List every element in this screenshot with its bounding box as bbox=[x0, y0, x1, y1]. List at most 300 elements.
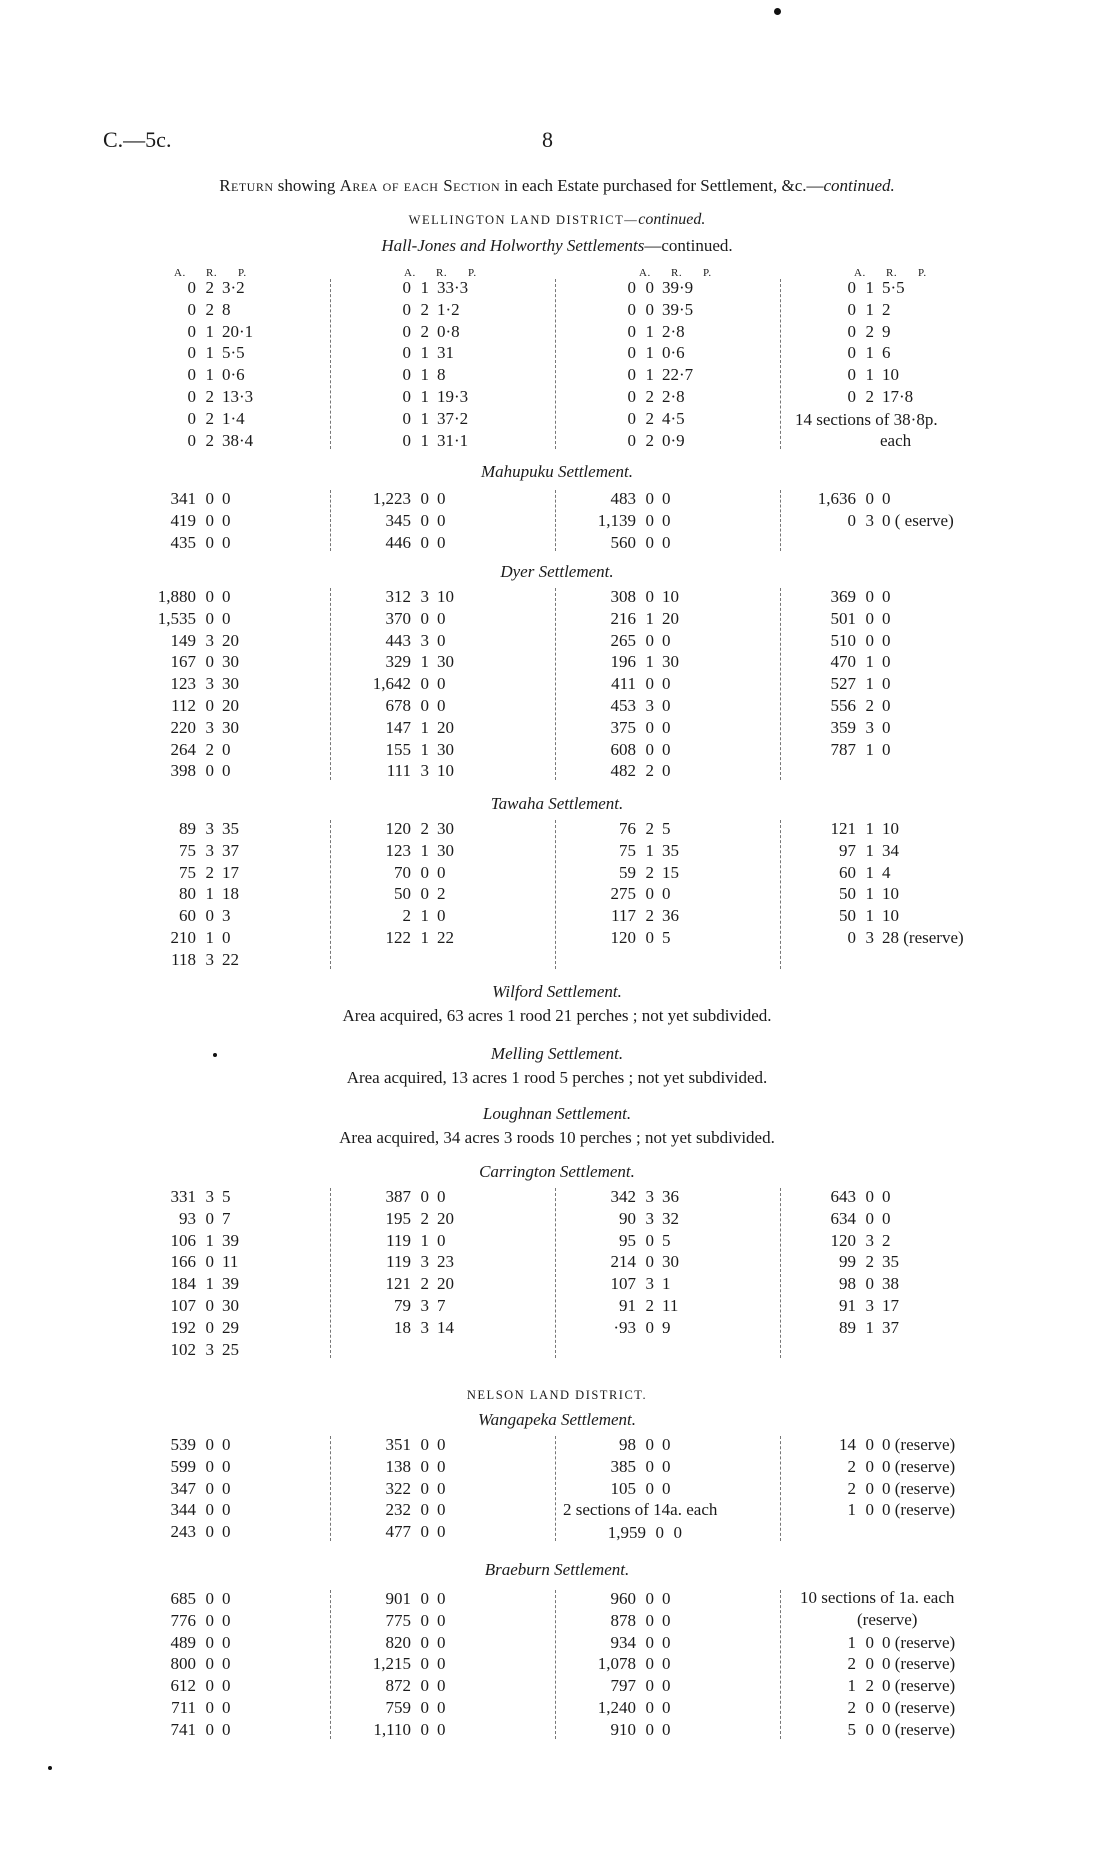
title-showing: showing bbox=[273, 176, 340, 195]
perches-cell: 0 bbox=[222, 489, 231, 508]
roods-cell: 1 bbox=[420, 927, 429, 947]
acres-cell: 1,535 bbox=[157, 608, 196, 628]
perches-cell: 5 bbox=[222, 1187, 231, 1206]
acres-cell: 482 bbox=[610, 761, 636, 781]
acres-cell: 118 bbox=[171, 949, 196, 969]
perches-cell: 10 bbox=[437, 761, 454, 781]
acres-cell: 89 bbox=[839, 1317, 856, 1337]
perches-cell: 0·6 bbox=[222, 365, 245, 385]
melling-note: Area acquired, 13 acres 1 rood 5 perches ; not yet subdivided. bbox=[346, 1068, 768, 1087]
roods-cell: 2 bbox=[205, 278, 214, 297]
acres-cell: 0 bbox=[402, 386, 411, 406]
perches-cell: 0 bbox=[662, 1456, 671, 1476]
perches-cell: 0 bbox=[222, 1654, 231, 1674]
roods-cell: 2 bbox=[205, 430, 214, 450]
acres-cell: 149 bbox=[170, 630, 196, 650]
roods-cell: 0 bbox=[420, 1632, 429, 1652]
acres-cell: 121 bbox=[830, 819, 856, 838]
acres-cell: 411 bbox=[611, 674, 636, 694]
roods-cell: 1 bbox=[420, 278, 429, 297]
acres-cell: 50 bbox=[839, 906, 856, 926]
roods-cell: 2 bbox=[865, 1676, 874, 1696]
roods-cell: 0 bbox=[645, 739, 654, 759]
acres-cell: 1,240 bbox=[597, 1697, 636, 1717]
roods-cell: 0 bbox=[205, 1295, 214, 1315]
acres-cell: 232 bbox=[385, 1500, 411, 1520]
acres-cell: 80 bbox=[179, 884, 196, 904]
roods-cell: 2 bbox=[420, 321, 429, 341]
perches-cell: 0 bbox=[437, 1610, 446, 1630]
acres-cell: 90 bbox=[619, 1208, 636, 1228]
roods-cell: 1 bbox=[420, 652, 429, 672]
perches-cell: 35 bbox=[662, 840, 679, 860]
acres-cell: 344 bbox=[170, 1500, 196, 1520]
acres-cell: 155 bbox=[385, 739, 411, 759]
acres-cell: 375 bbox=[610, 717, 636, 737]
perches-cell: 0 bbox=[222, 510, 231, 530]
perches-cell: 0 ( eserve) bbox=[882, 510, 954, 530]
perches-cell: 30 bbox=[437, 739, 454, 759]
braeburn-heading: Braeburn Settlement. bbox=[484, 1560, 630, 1579]
title-lead: Return bbox=[219, 176, 274, 195]
roods-cell: 0 bbox=[420, 1654, 429, 1674]
roods-cell: 0 bbox=[205, 1610, 214, 1630]
perches-cell: 39·5 bbox=[662, 299, 694, 319]
hall-jones-column-divider bbox=[555, 279, 556, 449]
perches-cell: 36 bbox=[662, 906, 679, 926]
roods-cell: 3 bbox=[645, 1208, 654, 1228]
roods-cell: 1 bbox=[420, 343, 429, 363]
roods-cell: 2 bbox=[205, 299, 214, 319]
acres-cell: 934 bbox=[610, 1632, 636, 1652]
hall-jones-column-divider bbox=[780, 279, 781, 449]
wellington-district-label: WELLINGTON LAND DISTRICT— bbox=[408, 213, 639, 227]
mahupuku-column-divider bbox=[780, 490, 781, 551]
roods-cell: 1 bbox=[205, 365, 214, 385]
perches-cell: 1 bbox=[662, 1274, 671, 1294]
mahupuku-column-divider bbox=[555, 490, 556, 551]
acres-cell: 123 bbox=[170, 674, 196, 694]
perches-cell: 0 bbox=[882, 739, 891, 759]
perches-cell: 0 bbox=[662, 532, 671, 552]
roods-cell: 2 bbox=[645, 862, 654, 882]
acres-cell: 167 bbox=[170, 652, 196, 672]
roods-cell: 0 bbox=[865, 1435, 874, 1454]
roods-cell: 3 bbox=[205, 1187, 214, 1206]
perches-cell: 2·8 bbox=[662, 386, 685, 406]
roods-cell: 0 bbox=[420, 532, 429, 552]
acres-cell: 1,139 bbox=[597, 510, 636, 530]
roods-cell: 0 bbox=[205, 652, 214, 672]
perches-cell: 0 bbox=[222, 1456, 231, 1476]
roods-cell: 0 bbox=[645, 489, 654, 508]
roods-cell: 1 bbox=[205, 884, 214, 904]
wellington-district-heading bbox=[0, 211, 1114, 229]
roods-cell: 0 bbox=[205, 489, 214, 508]
acres-cell: 0 bbox=[847, 299, 856, 319]
acres-cell: 98 bbox=[619, 1435, 636, 1454]
roods-cell: 1 bbox=[865, 1317, 874, 1337]
perches-cell: 32 bbox=[662, 1208, 679, 1228]
perches-cell: 0 bbox=[437, 1478, 446, 1498]
tawaha-column-divider bbox=[780, 820, 781, 969]
perches-cell: 38·4 bbox=[222, 430, 254, 450]
perches-cell: 30 bbox=[222, 652, 239, 672]
roods-cell: 2 bbox=[865, 1252, 874, 1272]
perches-cell: 0 bbox=[437, 1654, 446, 1674]
acres-cell: 102 bbox=[170, 1339, 196, 1359]
perches-cell: 10 bbox=[882, 906, 899, 926]
perches-cell: 0 bbox=[662, 1589, 671, 1608]
roods-cell: 0 bbox=[420, 1610, 429, 1630]
roods-cell: 2 bbox=[205, 386, 214, 406]
acres-cell: 184 bbox=[170, 1274, 196, 1294]
perches-cell: 0 (reserve) bbox=[882, 1435, 956, 1454]
acres-cell: 1,636 bbox=[817, 489, 856, 508]
dyer-column-divider bbox=[555, 588, 556, 780]
acres-cell: 75 bbox=[179, 862, 196, 882]
acres-cell: 0 bbox=[402, 321, 411, 341]
hall-jones-column-divider bbox=[330, 279, 331, 449]
acres-cell: 1,215 bbox=[372, 1654, 411, 1674]
acres-cell: 75 bbox=[619, 840, 636, 860]
perches-cell: 0 bbox=[437, 1522, 446, 1542]
acres-cell: 501 bbox=[830, 608, 856, 628]
acres-cell: 341 bbox=[170, 489, 196, 508]
roods-cell: 0 bbox=[865, 587, 874, 606]
acres-cell: 0 bbox=[627, 408, 636, 428]
roods-cell: 0 bbox=[645, 927, 654, 947]
acres-cell: 121 bbox=[385, 1274, 411, 1294]
roods-cell: 0 bbox=[865, 1208, 874, 1228]
roods-cell: 3 bbox=[420, 587, 429, 606]
roods-cell: 1 bbox=[420, 430, 429, 450]
acres-cell: 119 bbox=[386, 1252, 411, 1272]
perches-cell: 0 bbox=[882, 587, 891, 606]
perches-cell: 1·2 bbox=[437, 299, 460, 319]
perches-cell: 30 bbox=[437, 819, 454, 838]
roods-cell: 2 bbox=[420, 1274, 429, 1294]
perches-cell: 7 bbox=[437, 1295, 446, 1315]
acres-cell: 0 bbox=[187, 343, 196, 363]
roods-cell: 2 bbox=[205, 739, 214, 759]
title-rest: in each Estate purchased for Settlement, &c.— bbox=[500, 176, 824, 195]
roods-cell: 2 bbox=[645, 906, 654, 926]
acres-cell: 2 bbox=[847, 1456, 856, 1476]
roods-cell: 0 bbox=[645, 1589, 654, 1608]
title-continued: continued. bbox=[823, 176, 895, 195]
roods-cell: 0 bbox=[205, 1654, 214, 1674]
acres-cell: 369 bbox=[830, 587, 856, 606]
acres-cell: 634 bbox=[830, 1208, 856, 1228]
roods-cell: 1 bbox=[645, 840, 654, 860]
acres-cell: 112 bbox=[171, 695, 196, 715]
perches-cell: 0 bbox=[662, 1478, 671, 1498]
perches-cell: 5·5 bbox=[882, 278, 905, 297]
perches-cell: 2 bbox=[882, 299, 891, 319]
acres-cell: 107 bbox=[610, 1274, 636, 1294]
perches-cell: 0 bbox=[437, 1456, 446, 1476]
acres-cell: 527 bbox=[830, 674, 856, 694]
acres-cell: 960 bbox=[610, 1589, 636, 1608]
acres-cell: 322 bbox=[385, 1478, 411, 1498]
roods-cell: 0 bbox=[205, 1208, 214, 1228]
roods-cell: 0 bbox=[420, 510, 429, 530]
acres-cell: 345 bbox=[385, 510, 411, 530]
roods-cell: 2 bbox=[645, 386, 654, 406]
perches-cell: 2 bbox=[882, 1230, 891, 1250]
perches-cell: 30 bbox=[662, 1252, 679, 1272]
carrington-heading: Carrington Settlement. bbox=[479, 1162, 635, 1181]
perches-cell: 7 bbox=[222, 1208, 231, 1228]
acres-cell: 0 bbox=[847, 386, 856, 406]
acres-cell: 75 bbox=[179, 840, 196, 860]
acres-cell: 91 bbox=[839, 1295, 856, 1315]
roods-cell: 0 bbox=[205, 1317, 214, 1337]
perches-cell: 11 bbox=[222, 1252, 239, 1272]
acres-cell: 711 bbox=[171, 1697, 196, 1717]
roods-cell: 0 bbox=[205, 1632, 214, 1652]
roods-cell: 0 bbox=[205, 587, 214, 606]
acres-cell: 0 bbox=[847, 365, 856, 385]
acres-cell: 1,078 bbox=[597, 1654, 636, 1674]
loughnan-heading: Loughnan Settlement. bbox=[482, 1104, 632, 1123]
perches-cell: 0 (reserve) bbox=[882, 1632, 956, 1652]
roods-cell: 3 bbox=[205, 819, 214, 838]
acres-cell: 443 bbox=[385, 630, 411, 650]
perches-cell: 0 bbox=[882, 489, 891, 508]
perches-cell: 39 bbox=[222, 1274, 239, 1294]
acres-cell: 0 bbox=[187, 430, 196, 450]
roods-cell: 1 bbox=[865, 674, 874, 694]
roods-cell: 0 bbox=[420, 608, 429, 628]
roods-cell: 0 bbox=[205, 1522, 214, 1542]
perches-cell: 0 bbox=[437, 674, 446, 694]
perches-cell: 0 bbox=[662, 1632, 671, 1652]
roods-cell: 0 bbox=[645, 1632, 654, 1652]
perches-cell: 0 bbox=[437, 630, 446, 650]
acres-cell: 196 bbox=[610, 652, 636, 672]
roods-cell: 1 bbox=[645, 365, 654, 385]
tawaha-heading: Tawaha Settlement. bbox=[490, 794, 624, 813]
acres-cell: 1,223 bbox=[372, 489, 411, 508]
title-area: Area of each Section bbox=[339, 176, 501, 195]
perches-cell: 31·1 bbox=[437, 430, 469, 450]
perches-cell: 5 bbox=[662, 1230, 671, 1250]
roods-cell: 0 bbox=[420, 862, 429, 882]
roods-cell: 1 bbox=[420, 386, 429, 406]
acres-cell: 0 bbox=[402, 299, 411, 319]
roods-cell: 0 bbox=[420, 884, 429, 904]
roods-cell: 2 bbox=[645, 430, 654, 450]
wilford-note: Area acquired, 63 acres 1 rood 21 perches ; not yet subdivided. bbox=[342, 1006, 772, 1025]
roods-cell: 1 bbox=[865, 278, 874, 297]
perches-cell: 0 bbox=[222, 739, 231, 759]
acres-cell: 192 bbox=[170, 1317, 196, 1337]
wangapeka-column-divider bbox=[555, 1436, 556, 1541]
perches-cell: 0 bbox=[437, 1435, 446, 1454]
perches-cell: 37 bbox=[222, 840, 239, 860]
roods-cell: 0 bbox=[645, 674, 654, 694]
perches-cell: 30 bbox=[662, 652, 679, 672]
perches-cell: 38 bbox=[882, 1274, 899, 1294]
roods-cell: 1 bbox=[420, 840, 429, 860]
dyer-column-divider bbox=[780, 588, 781, 780]
page-title bbox=[0, 176, 1114, 196]
perches-cell: 17 bbox=[222, 862, 239, 882]
perches-cell: 30 bbox=[222, 1295, 239, 1315]
perches-cell: 0 bbox=[222, 1632, 231, 1652]
hall-jones-heading bbox=[0, 236, 1114, 256]
perches-cell: 0 bbox=[222, 1719, 231, 1739]
roods-cell: 3 bbox=[205, 630, 214, 650]
roods-cell: 1 bbox=[645, 608, 654, 628]
roods-cell: 1 bbox=[205, 321, 214, 341]
acres-cell: 878 bbox=[610, 1610, 636, 1630]
roods-cell: 1 bbox=[865, 840, 874, 860]
wangapeka-column-divider bbox=[780, 1436, 781, 1541]
roods-cell: 0 bbox=[205, 1456, 214, 1476]
roods-cell: 0 bbox=[205, 510, 214, 530]
acres-cell: 59 bbox=[619, 862, 636, 882]
acres-cell: 89 bbox=[179, 819, 196, 838]
perches-cell: 35 bbox=[222, 819, 239, 838]
roods-cell: 2 bbox=[865, 695, 874, 715]
roods-cell: 0 bbox=[865, 1654, 874, 1674]
roods-cell: 1 bbox=[865, 884, 874, 904]
acres-cell: 1,110 bbox=[373, 1719, 411, 1739]
perches-cell: 0 bbox=[882, 630, 891, 650]
roods-cell: 0 bbox=[205, 1676, 214, 1696]
perches-cell: 0 bbox=[437, 906, 446, 926]
perches-cell: 2 bbox=[437, 884, 446, 904]
roods-cell: 0 bbox=[865, 1632, 874, 1652]
acres-cell: 556 bbox=[830, 695, 856, 715]
perches-cell: 0 (reserve) bbox=[882, 1456, 956, 1476]
roods-cell: 0 bbox=[645, 299, 654, 319]
acres-cell: 106 bbox=[170, 1230, 196, 1250]
wangapeka-heading: Wangapeka Settlement. bbox=[478, 1410, 636, 1429]
perches-cell: 30 bbox=[437, 652, 454, 672]
acres-cell: 0 bbox=[627, 365, 636, 385]
acres-cell: 741 bbox=[170, 1719, 196, 1739]
roods-cell: 0 bbox=[645, 1676, 654, 1696]
perches-cell: 0 bbox=[882, 1208, 891, 1228]
roods-cell: 0 bbox=[420, 674, 429, 694]
dyer-column-divider bbox=[330, 588, 331, 780]
roods-cell: 0 bbox=[645, 510, 654, 530]
acres-cell: 539 bbox=[170, 1435, 196, 1454]
roods-cell: 2 bbox=[865, 321, 874, 341]
acres-cell: 220 bbox=[170, 717, 196, 737]
perches-cell: 0 bbox=[662, 717, 671, 737]
acres-cell: 385 bbox=[610, 1456, 636, 1476]
mahupuku-column-divider bbox=[330, 490, 331, 551]
acres-cell: 275 bbox=[610, 884, 636, 904]
perches-cell: 0 bbox=[882, 652, 891, 672]
roods-cell: 3 bbox=[645, 1274, 654, 1294]
roods-cell: 0 bbox=[205, 1478, 214, 1498]
acres-cell: ·93 bbox=[613, 1317, 636, 1337]
roods-cell: 2 bbox=[645, 408, 654, 428]
roods-cell: 1 bbox=[420, 1230, 429, 1250]
wellington-district-continued: continued. bbox=[638, 211, 706, 228]
acres-cell: 820 bbox=[385, 1632, 411, 1652]
perches-cell: 22 bbox=[437, 927, 454, 947]
hall-jones-continued: —continued. bbox=[644, 236, 733, 255]
roods-cell: 0 bbox=[205, 695, 214, 715]
braeburn-column-divider bbox=[780, 1590, 781, 1739]
acres-cell: 14 bbox=[839, 1435, 856, 1454]
perches-cell: 0 bbox=[222, 608, 231, 628]
acres-cell: 1 bbox=[847, 1500, 856, 1520]
acres-cell: 0 bbox=[187, 408, 196, 428]
perches-cell: 34 bbox=[882, 840, 899, 860]
acres-cell: 797 bbox=[610, 1676, 636, 1696]
acres-cell: 0 bbox=[187, 365, 196, 385]
acres-cell: 0 bbox=[627, 278, 636, 297]
roods-cell: 1 bbox=[865, 862, 874, 882]
roods-cell: 0 bbox=[205, 608, 214, 628]
hall-jones-name: Hall-Jones and Holworthy Settlements bbox=[381, 236, 645, 255]
roods-cell: 1 bbox=[420, 365, 429, 385]
acres-cell: 0 bbox=[847, 278, 856, 297]
roods-cell: 0 bbox=[205, 1589, 214, 1608]
roods-cell: 0 bbox=[645, 1478, 654, 1498]
perches-cell: 9 bbox=[882, 321, 891, 341]
acres-cell: 477 bbox=[385, 1522, 411, 1542]
acres-cell: 123 bbox=[385, 840, 411, 860]
hall-jones-note-1: 14 sections of 38·8p. bbox=[795, 410, 938, 429]
acres-cell: 0 bbox=[402, 408, 411, 428]
acres-cell: 119 bbox=[386, 1230, 411, 1250]
acres-cell: 2 bbox=[847, 1697, 856, 1717]
roods-cell: 1 bbox=[645, 343, 654, 363]
perches-cell: 17·8 bbox=[882, 386, 914, 406]
acres-cell: 0 bbox=[627, 299, 636, 319]
roods-cell: 3 bbox=[865, 1295, 874, 1315]
ink-dot-mark bbox=[774, 8, 781, 15]
roods-cell: 2 bbox=[420, 1208, 429, 1228]
roods-cell: 1 bbox=[205, 1230, 214, 1250]
acres-cell: 0 bbox=[402, 343, 411, 363]
wangapeka-sections-note: 2 sections of 14a. each bbox=[563, 1500, 718, 1519]
perches-cell: 8 bbox=[222, 299, 231, 319]
acres-cell: 759 bbox=[385, 1697, 411, 1717]
acres-cell: 0 bbox=[627, 430, 636, 450]
perches-cell: 37 bbox=[882, 1317, 899, 1337]
acres-cell: 214 bbox=[610, 1252, 636, 1272]
perches-cell: 3 bbox=[222, 906, 231, 926]
perches-cell: 29 bbox=[222, 1317, 239, 1337]
acres-cell: 195 bbox=[385, 1208, 411, 1228]
perches-cell: 20 bbox=[222, 695, 239, 715]
perches-cell: 13·3 bbox=[222, 386, 254, 406]
perches-cell: 0 bbox=[437, 1187, 446, 1206]
perches-cell: 0 bbox=[882, 717, 891, 737]
perches-cell: 0 bbox=[882, 674, 891, 694]
perches-cell: 20 bbox=[662, 608, 679, 628]
perches-cell: 0 bbox=[437, 1719, 446, 1739]
acres-cell: 243 bbox=[170, 1522, 196, 1542]
acres-cell: 453 bbox=[610, 695, 636, 715]
perches-cell: 0 bbox=[662, 674, 671, 694]
perches-cell: 0 bbox=[662, 1719, 671, 1739]
roods-cell: 1 bbox=[420, 906, 429, 926]
perches-cell: 10 bbox=[437, 587, 454, 606]
perches-cell: 0 bbox=[437, 532, 446, 552]
perches-cell: 2·8 bbox=[662, 321, 685, 341]
